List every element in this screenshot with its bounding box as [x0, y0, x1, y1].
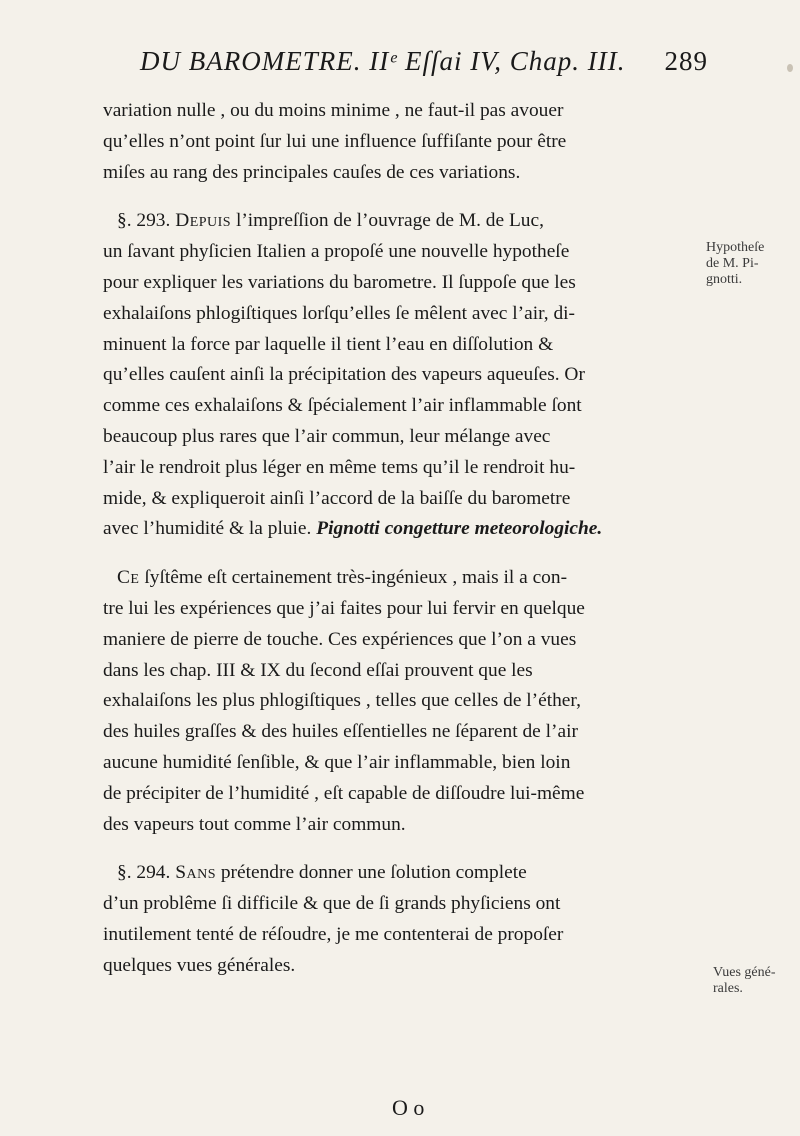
- text-line: variation nulle , ou du moins minime , ne faut-il pas avouer: [103, 100, 564, 121]
- text-line: qu’elles cauſent ainſi la précipitation des vapeurs aqueuſes. Or: [103, 364, 585, 386]
- lead-word: Sans: [175, 862, 216, 884]
- note-line: gnotti.: [706, 272, 743, 287]
- text-line: mide, & expliqueroit ainſi l’accord de la baiſſe du barometre: [103, 487, 571, 509]
- note-line: Vues géné-: [713, 965, 776, 980]
- text-line: comme ces exhalaiſons & ſpécialement l’air inflammable ſont: [103, 395, 582, 417]
- text-line: prétendre donner une ſolution complete: [220, 862, 527, 884]
- text-line: quelques vues générales.: [103, 954, 296, 976]
- text-line: l’air le rendroit plus léger en même tems qu’il le rendroit hu-: [103, 456, 576, 478]
- running-header: [140, 46, 708, 86]
- text-line: maniere de pierre de touche. Ces expériences que l’on a vues: [103, 628, 577, 650]
- text-line: exhalaiſons phlogiſtiques lorſqu’elles ſe mêlent avec l’air, di-: [103, 302, 575, 324]
- text-line: d’un problême ſi difficile & que de ſi grands phyſiciens ont: [103, 893, 561, 915]
- citation: Pignotti congetture meteorologiche.: [316, 518, 603, 540]
- text-line: minuent la force par laquelle il tient l’eau en diſſolution &: [103, 333, 554, 355]
- paper-stain: [787, 64, 793, 72]
- paragraph-4: [103, 858, 687, 981]
- text-line: dans les chap. III & IX du ſecond eſſai prouvent que les: [103, 659, 533, 681]
- paragraph-3: [103, 563, 687, 840]
- lead-word: Depuis: [175, 210, 232, 232]
- text-line: aucune humidité ſenſible, & que l’air inflammable, bien loin: [103, 751, 571, 773]
- margin-note-general-views: [713, 965, 793, 997]
- text-line: des huiles graſſes & des huiles eſſentielles ne ſéparent de l’air: [103, 721, 578, 743]
- note-line: rales.: [713, 981, 743, 996]
- text-line: qu’elles n’ont point ſur lui une influence ſuffiſante pour être: [103, 130, 567, 152]
- lead-word: Ce: [117, 567, 140, 589]
- text-line: pour expliquer les variations du barometre. Il ſuppoſe que les: [103, 271, 576, 293]
- text-line: ſyſtême eſt certainement très-ingénieux , mais il a con-: [144, 567, 568, 589]
- text-line: beaucoup plus rares que l’air commun, leur mélange avec: [103, 425, 551, 447]
- text-line: tre lui les expériences que j’ai faites pour lui fervir en quelque: [103, 597, 585, 619]
- paragraph-2: [103, 206, 687, 545]
- text-line: avec l’humidité & la pluie.: [103, 518, 312, 540]
- note-line: de M. Pi-: [706, 256, 759, 271]
- text-line: un ſavant phyſicien Italien a propoſé une nouvelle hypotheſe: [103, 241, 570, 263]
- page-number: 289: [664, 46, 708, 76]
- text-line: des vapeurs tout comme l’air commun.: [103, 813, 406, 835]
- note-line: Hypotheſe: [706, 240, 765, 255]
- section-number: §. 294.: [117, 862, 171, 884]
- text-line: inutilement tenté de réſoudre, je me contenterai de propoſer: [103, 923, 564, 945]
- text-line: l’impreſſion de l’ouvrage de M. de Luc,: [235, 210, 544, 232]
- signature-mark: O o: [392, 1095, 425, 1120]
- running-title: DU BAROMETRE. IIᵉ Eſſai IV, Chap. III.: [140, 46, 626, 76]
- margin-note-hypothesis: [706, 240, 786, 288]
- main-text: [103, 96, 687, 982]
- section-number: §. 293.: [117, 210, 171, 232]
- text-line: de précipiter de l’humidité , eſt capable de diſſoudre lui-même: [103, 782, 585, 804]
- text-line: miſes au rang des principales cauſes de ces variations.: [103, 161, 521, 183]
- text-line: exhalaiſons les plus phlogiſtiques , telles que celles de l’éther,: [103, 690, 581, 712]
- paragraph-1: [103, 96, 687, 188]
